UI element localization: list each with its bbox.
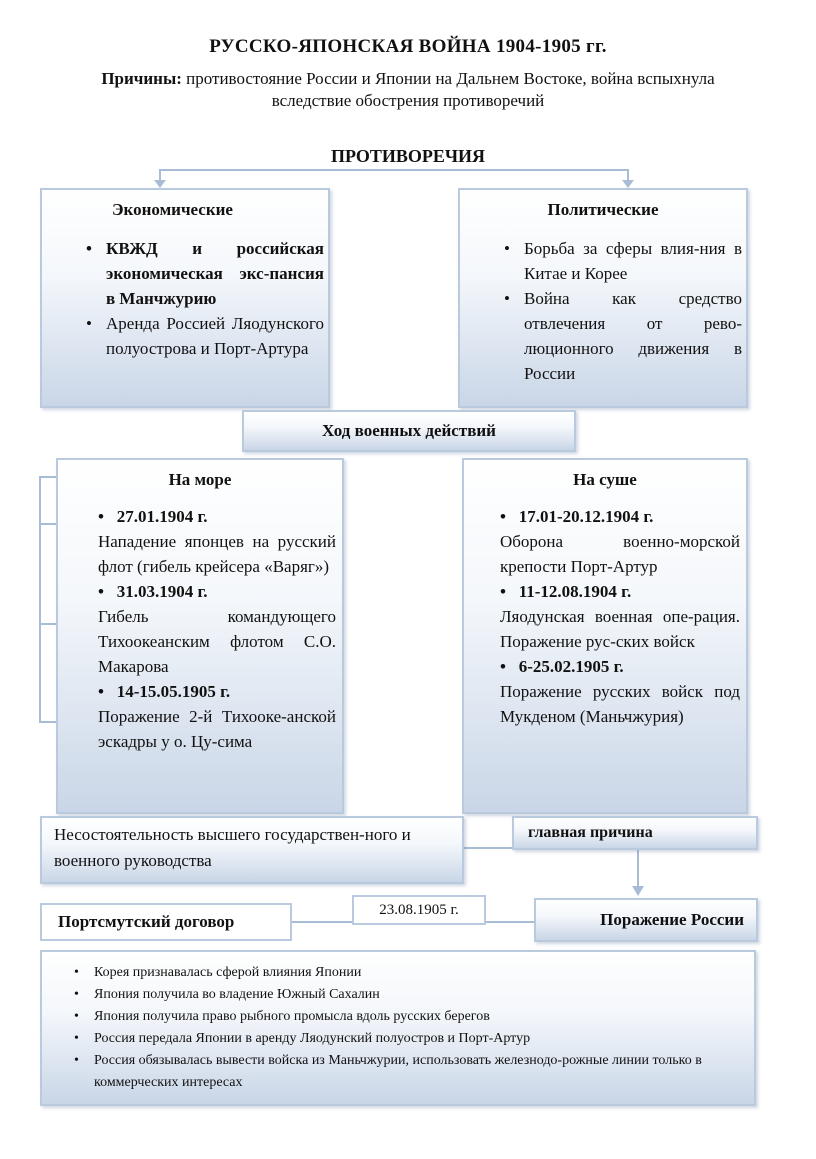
event-date: • 27.01.1904 г.	[98, 507, 208, 526]
political-item: • Война как средство отвлечения от рево-люционного движения в России	[498, 286, 742, 386]
economic-item: • КВЖД и российская экономическая экс-пансия в Манчжурию	[80, 236, 324, 311]
event-text: Нападение японцев на русский флот (гибель крейсера «Варяг»)	[98, 532, 336, 576]
course-heading: Ход военных действий	[322, 421, 496, 440]
course-heading-box	[242, 410, 576, 452]
land-event	[500, 654, 740, 729]
event-text: Поражение русских войск под Мукденом (Маньчжурия)	[500, 682, 740, 726]
term-item: • Япония получила право рыбного промысла вдоль русских берегов	[42, 1006, 744, 1028]
main-cause-box	[512, 816, 758, 850]
main-cause-label: главная причина	[528, 824, 653, 841]
land-event	[500, 504, 740, 579]
economic-item: • Аренда Россией Ляодунского полуострова и Порт-Артура	[80, 311, 324, 361]
event-date: • 6-25.02.1905 г.	[500, 657, 624, 676]
land-events	[500, 504, 740, 729]
event-date: • 14-15.05.1905 г.	[98, 682, 231, 701]
sea-event	[98, 579, 336, 679]
event-date: • 17.01-20.12.1904 г.	[500, 507, 654, 526]
sea-box	[56, 458, 344, 814]
political-box	[458, 188, 748, 408]
cause-box	[40, 816, 464, 884]
defeat-box	[534, 898, 758, 942]
political-list	[498, 236, 742, 386]
contradictions-fork-line	[160, 170, 628, 186]
sea-events	[98, 504, 336, 754]
land-box	[462, 458, 748, 814]
defeat-label: Поражение России	[600, 910, 744, 929]
economic-box	[40, 188, 330, 408]
term-item: • Россия обязывалась вывести войска из Маньчжурии, использовать железнодо-рожные линии только в коммерческих интересах	[42, 1050, 744, 1094]
terms-list	[42, 962, 754, 1094]
economic-title: Экономические	[112, 200, 233, 219]
event-text: Гибель командующего Тихоокеанским флотом С.О. Макарова	[98, 607, 336, 676]
contradictions-heading: ПРОТИВОРЕЧИЯ	[330, 146, 486, 166]
term-item: • Россия передала Японии в аренду Ляодунский полуостров и Порт-Артур	[42, 1028, 744, 1050]
event-text: Ляодунская военная опе-рация. Поражение рус-ских войск	[500, 607, 740, 651]
event-date: • 11-12.08.1904 г.	[500, 582, 632, 601]
treaty-label: Портсмутский договор	[58, 912, 235, 931]
sea-event	[98, 679, 336, 754]
treaty-date-box	[352, 895, 486, 925]
political-item: • Борьба за сферы влия-ния в Китае и Корее	[498, 236, 742, 286]
page-title: РУССКО-ЯПОНСКАЯ ВОЙНА 1904-1905 гг.	[209, 36, 607, 57]
event-date: • 31.03.1904 г.	[98, 582, 208, 601]
treaty-date: 23.08.1905 г.	[379, 902, 459, 918]
terms-box	[40, 950, 756, 1106]
arrow-left-head	[154, 180, 166, 188]
economic-list	[80, 236, 328, 361]
cause-text: Несостоятельность высшего государствен-ного и военного руководства	[54, 825, 411, 870]
political-title: Политические	[547, 200, 659, 219]
land-title: На суше	[573, 470, 637, 489]
event-text: Оборона военно-морской крепости Порт-Артур	[500, 532, 740, 576]
term-item: • Япония получила во владение Южный Сахалин	[42, 984, 744, 1006]
reasons-label: Причины:	[101, 69, 182, 88]
term-item: • Корея признавалась сферой влияния Японии	[42, 962, 744, 984]
event-text: Поражение 2-й Тихооке-анской эскадры у о. Цу-сима	[98, 707, 336, 751]
cause-arrow-head	[632, 886, 644, 896]
treaty-box	[40, 903, 292, 941]
reasons	[60, 68, 756, 112]
sea-event	[98, 504, 336, 579]
land-event	[500, 579, 740, 654]
sea-title: На море	[168, 470, 232, 489]
reasons-text: противостояние России и Японии на Дальнем Востоке, война вспыхнула вследствие обострения противоречий	[186, 69, 715, 110]
arrow-right-head	[622, 180, 634, 188]
